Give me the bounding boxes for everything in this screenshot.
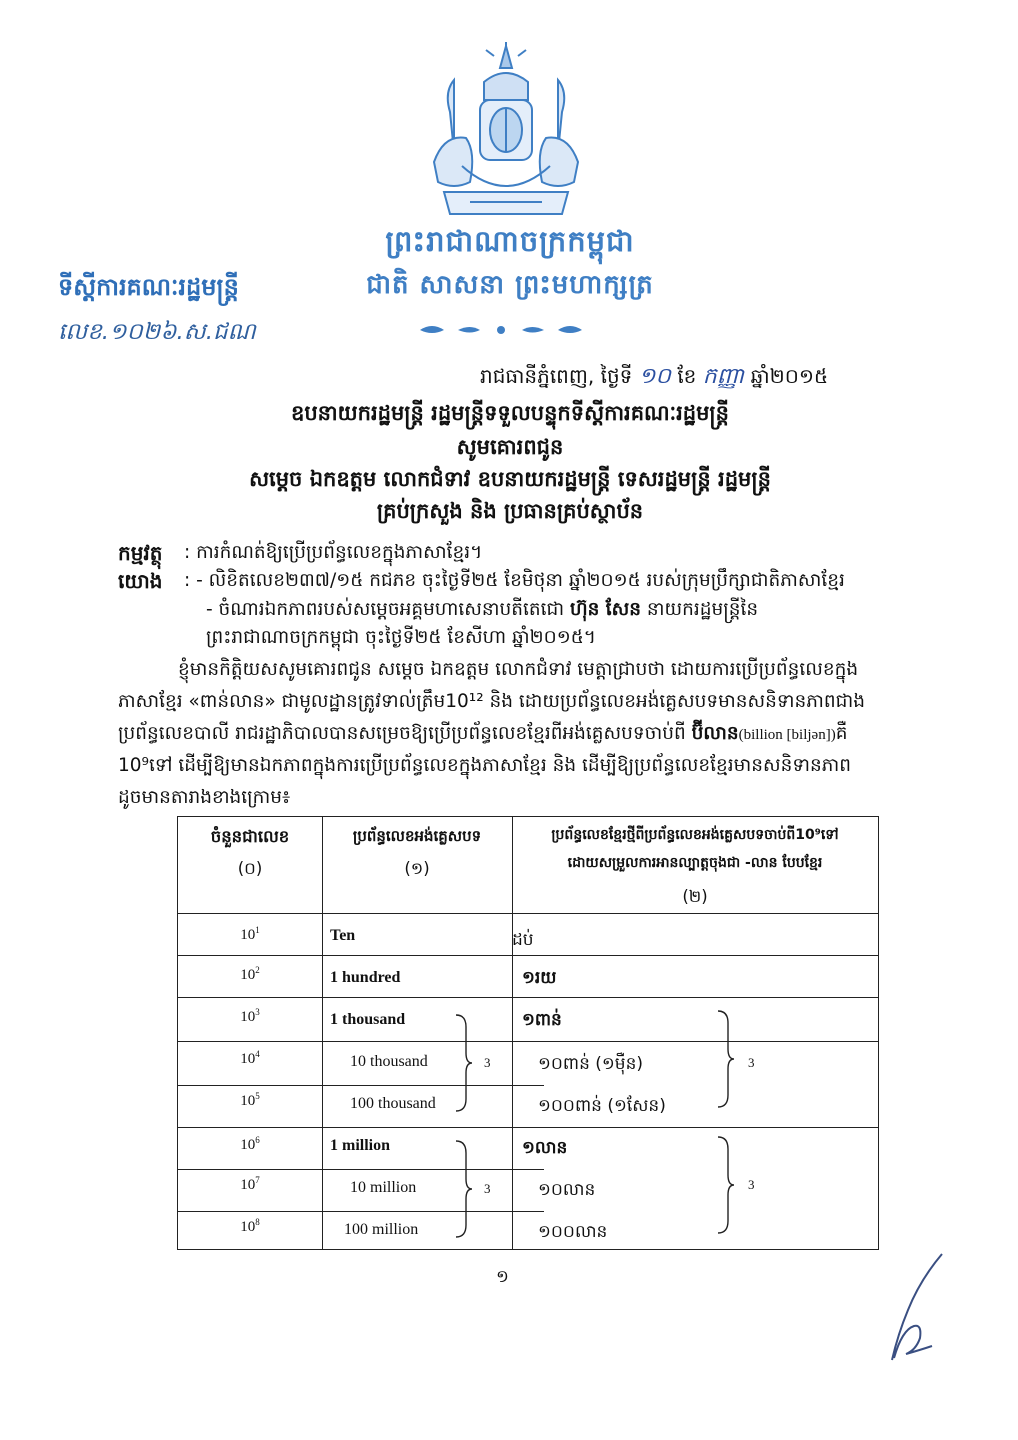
date-month-prefix: ខែ: [677, 364, 697, 388]
header-number: ចំនួនជាលេខ: [210, 827, 290, 846]
khmer-million-group-brace-icon: [716, 1135, 736, 1235]
row-3-english: 1 thousand: [330, 1011, 406, 1028]
body-line-3-end: គឺ: [835, 723, 848, 744]
row-1-number: $10^1$: [240, 925, 260, 943]
respectfully-to: សូមគោរពជូន: [456, 435, 564, 459]
royal-coat-of-arms-emblem: [414, 42, 598, 220]
row-4-number: $10^4$: [240, 1049, 260, 1067]
body-line-5: ដូចមានតារាងខាងក្រោម៖: [118, 787, 291, 808]
date-month: កញ្ញា: [702, 364, 745, 389]
row-4-english: 10 thousand: [350, 1053, 428, 1070]
date-prefix: រាជធានីភ្នំពេញ, ថ្ងៃទី: [480, 364, 633, 388]
row-7-khmer: ១០លាន: [538, 1180, 596, 1200]
page-number: ១: [496, 1267, 509, 1287]
row-8-english: 100 million: [344, 1221, 419, 1238]
header-khmer-system: ប្រព័ន្ធលេខខ្មែរថ្មីពីប្រព័ន្ធលេខអង់គ្លេសបទចាប់ពី10⁹ទៅ: [551, 827, 839, 843]
row-5-khmer: ១០០ពាន់ (១សែន): [538, 1096, 666, 1116]
million-group-brace-icon: [454, 1139, 474, 1239]
reference-line-2: [206, 598, 758, 625]
sender-line: ឧបនាយករដ្ឋមន្ត្រី រដ្ឋមន្ត្រីទទួលបន្ទុកទីស្តីការគណៈរដ្ឋមន្ត្រី: [290, 401, 730, 425]
recipients-line-2: គ្រប់ក្រសួង និង ប្រធានគ្រប់ស្ថាប័ន: [376, 499, 644, 523]
header-khmer-reading: ដោយសម្រួលការអានល្បាត្តចុងជា -លាន បែបខ្មែរ: [567, 855, 823, 871]
body-line-2: ភាសាខ្មែរ «ពាន់លាន» ជាមូលដ្ឋានត្រូវទាល់ត្រឹម10¹² និង ដោយប្រព័ន្ធលេខអង់គ្លេសបទមានសនិទានភាពជាង: [118, 691, 865, 712]
row-3-khmer: ១ពាន់: [522, 1010, 562, 1030]
row-1-english: Ten: [330, 927, 356, 944]
kingdom-title: ព្រះរាជាណាចក្រកម្ពុជា: [385, 224, 635, 258]
row-8-khmer: ១០០លាន: [538, 1222, 608, 1242]
billion-khmer-term: ប៊ីលាន: [691, 723, 739, 744]
date-day: ១០: [638, 364, 671, 389]
row-6-english: 1 million: [330, 1137, 391, 1154]
thousand-group-count: 3: [484, 1055, 491, 1070]
thousand-group-brace-icon: [454, 1013, 474, 1113]
row-5-english: 100 thousand: [350, 1095, 436, 1112]
row-7-number: $10^7$: [240, 1175, 260, 1193]
khmer-thousand-group-brace-icon: [716, 1009, 736, 1109]
reference-label: យោង: [118, 569, 163, 593]
date-line: [480, 362, 828, 394]
body-line-3-start: ប្រព័ន្ធលេខបាលី រាជរដ្ឋាភិបាលបានសម្រេចឱ្យប្រើប្រព័ន្ធលេខខ្មែរពីអង់គ្លេសបទចាប់ពី: [118, 723, 686, 744]
row-1-khmer: ដប់: [512, 930, 534, 950]
row-2-khmer: ១រយ: [522, 968, 557, 988]
row-6-number: $10^6$: [240, 1135, 260, 1153]
reference-line-2-start: - ចំណារឯកភាពរបស់សម្តេចអគ្គមហាសេនាបតីតេជោ: [206, 599, 565, 620]
signature-mark: [880, 1250, 950, 1370]
header-english-system: ប្រព័ន្ធលេខអង់គ្លេសបទ: [352, 827, 482, 845]
issuing-office: ទីស្តីការគណៈរដ្ឋមន្ត្រី: [58, 273, 239, 301]
row-7-english: 10 million: [350, 1179, 417, 1196]
reference-line-3: ព្រះរាជាណាចក្រកម្ពុជា ចុះថ្ងៃទី២៥ ខែសីហា ឆ្នាំ២០១៥។: [206, 627, 596, 648]
billion-english-term: (billion [biljən]): [738, 727, 836, 743]
body-line-1: ខ្ញុំមានកិត្តិយសសូមគោរពជូន សម្តេច ឯកឧត្តម លោកជំទាវ មេត្តាជ្រាបថា ដោយការប្រើប្រព័ន្ធលេខក្នុង: [178, 659, 859, 680]
header-khmer-index: (២): [682, 887, 708, 906]
ornamental-divider: [418, 322, 584, 338]
reference-number: លេខ.១០២៦.ស.ជណ: [58, 319, 256, 345]
date-year: ឆ្នាំ២០១៥: [750, 364, 829, 388]
million-group-count: 3: [484, 1181, 491, 1196]
national-motto: ជាតិ សាសនា ព្រះមហាក្សត្រ: [366, 270, 654, 300]
row-2-english: 1 hundred: [330, 969, 401, 986]
row-2-number: $10^2$: [240, 965, 260, 983]
row-6-khmer: ១លាន: [522, 1138, 568, 1158]
subject-text: : ការកំណត់ឱ្យប្រើប្រព័ន្ធលេខក្នុងភាសាខ្មែរ។: [184, 542, 483, 563]
row-3-number: $10^3$: [240, 1007, 260, 1025]
khmer-thousand-group-count: 3: [748, 1055, 755, 1070]
body-line-4: 10⁹ទៅ ដើម្បីឱ្យមានឯកភាពក្នុងការប្រើប្រព័ន្ធលេខក្នុងភាសាខ្មែរ និង ដើម្បីឱ្យប្រព័ន្ធលេខខ្មែរមានសនិទានភាព: [118, 755, 852, 776]
header-english-index: (១): [404, 859, 430, 878]
body-line-3: [118, 722, 847, 749]
row-4-khmer: ១០ពាន់ (១ម៉ឺន): [538, 1054, 643, 1074]
row-5-number: $10^5$: [240, 1091, 260, 1109]
reference-line-2-end: នាយករដ្ឋមន្ត្រីនៃ: [646, 599, 759, 620]
header-number-index: (០): [237, 859, 263, 878]
subject-label: កម្មវត្ថុ: [118, 541, 163, 565]
prime-minister-name: ហ៊ុន សែន: [569, 599, 641, 620]
khmer-million-group-count: 3: [748, 1177, 755, 1192]
recipients-line-1: សម្តេច ឯកឧត្តម លោកជំទាវ ឧបនាយករដ្ឋមន្ត្រី ទេសរដ្ឋមន្ត្រី រដ្ឋមន្ត្រី: [249, 467, 771, 491]
row-8-number: $10^8$: [240, 1217, 260, 1235]
reference-line-1: : - លិខិតលេខ២៣៧/១៥ កជភខ ចុះថ្ងៃទី២៥ ខែមិថុនា ឆ្នាំ២០១៥ របស់ក្រុមប្រឹក្សាជាតិភាសាខ្មែរ: [184, 570, 845, 591]
number-system-table: [177, 816, 879, 1250]
